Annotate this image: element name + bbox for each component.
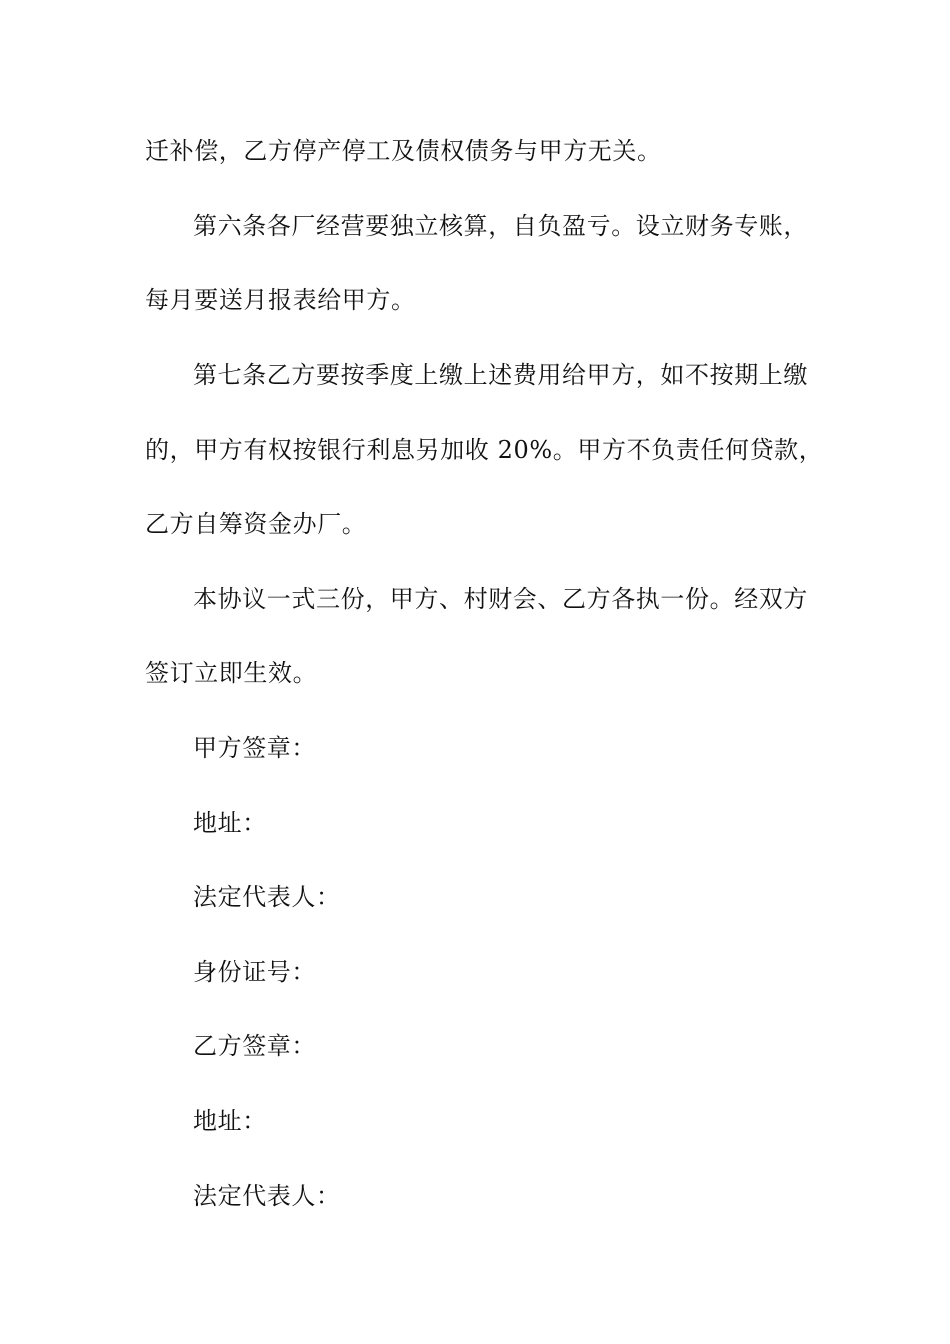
- paragraph-line: 的，甲方有权按银行利息另加收 20%。甲方不负责任何贷款，: [145, 436, 824, 464]
- paragraph-line: 迁补偿，乙方停产停工及债权债务与甲方无关。: [145, 137, 662, 165]
- party-a-signature-label: 甲方签章：: [193, 734, 316, 762]
- party-b-representative-label: 法定代表人：: [193, 1182, 341, 1210]
- id-number-label: 身份证号：: [193, 958, 316, 986]
- paragraph-line: 第六条各厂经营要独立核算，自负盈亏。设立财务专账，: [193, 212, 808, 240]
- party-b-address-label: 地址：: [193, 1107, 267, 1135]
- paragraph-line: 签订立即生效。: [145, 659, 318, 687]
- party-b-signature-label: 乙方签章：: [193, 1032, 316, 1060]
- paragraph-line: 乙方自筹资金办厂。: [145, 510, 367, 538]
- paragraph-line: 本协议一式三份，甲方、村财会、乙方各执一份。经双方: [193, 585, 808, 613]
- paragraph-line: 第七条乙方要按季度上缴上述费用给甲方，如不按期上缴: [193, 361, 808, 389]
- party-a-address-label: 地址：: [193, 809, 267, 837]
- party-a-representative-label: 法定代表人：: [193, 883, 341, 911]
- paragraph-line: 每月要送月报表给甲方。: [145, 286, 416, 314]
